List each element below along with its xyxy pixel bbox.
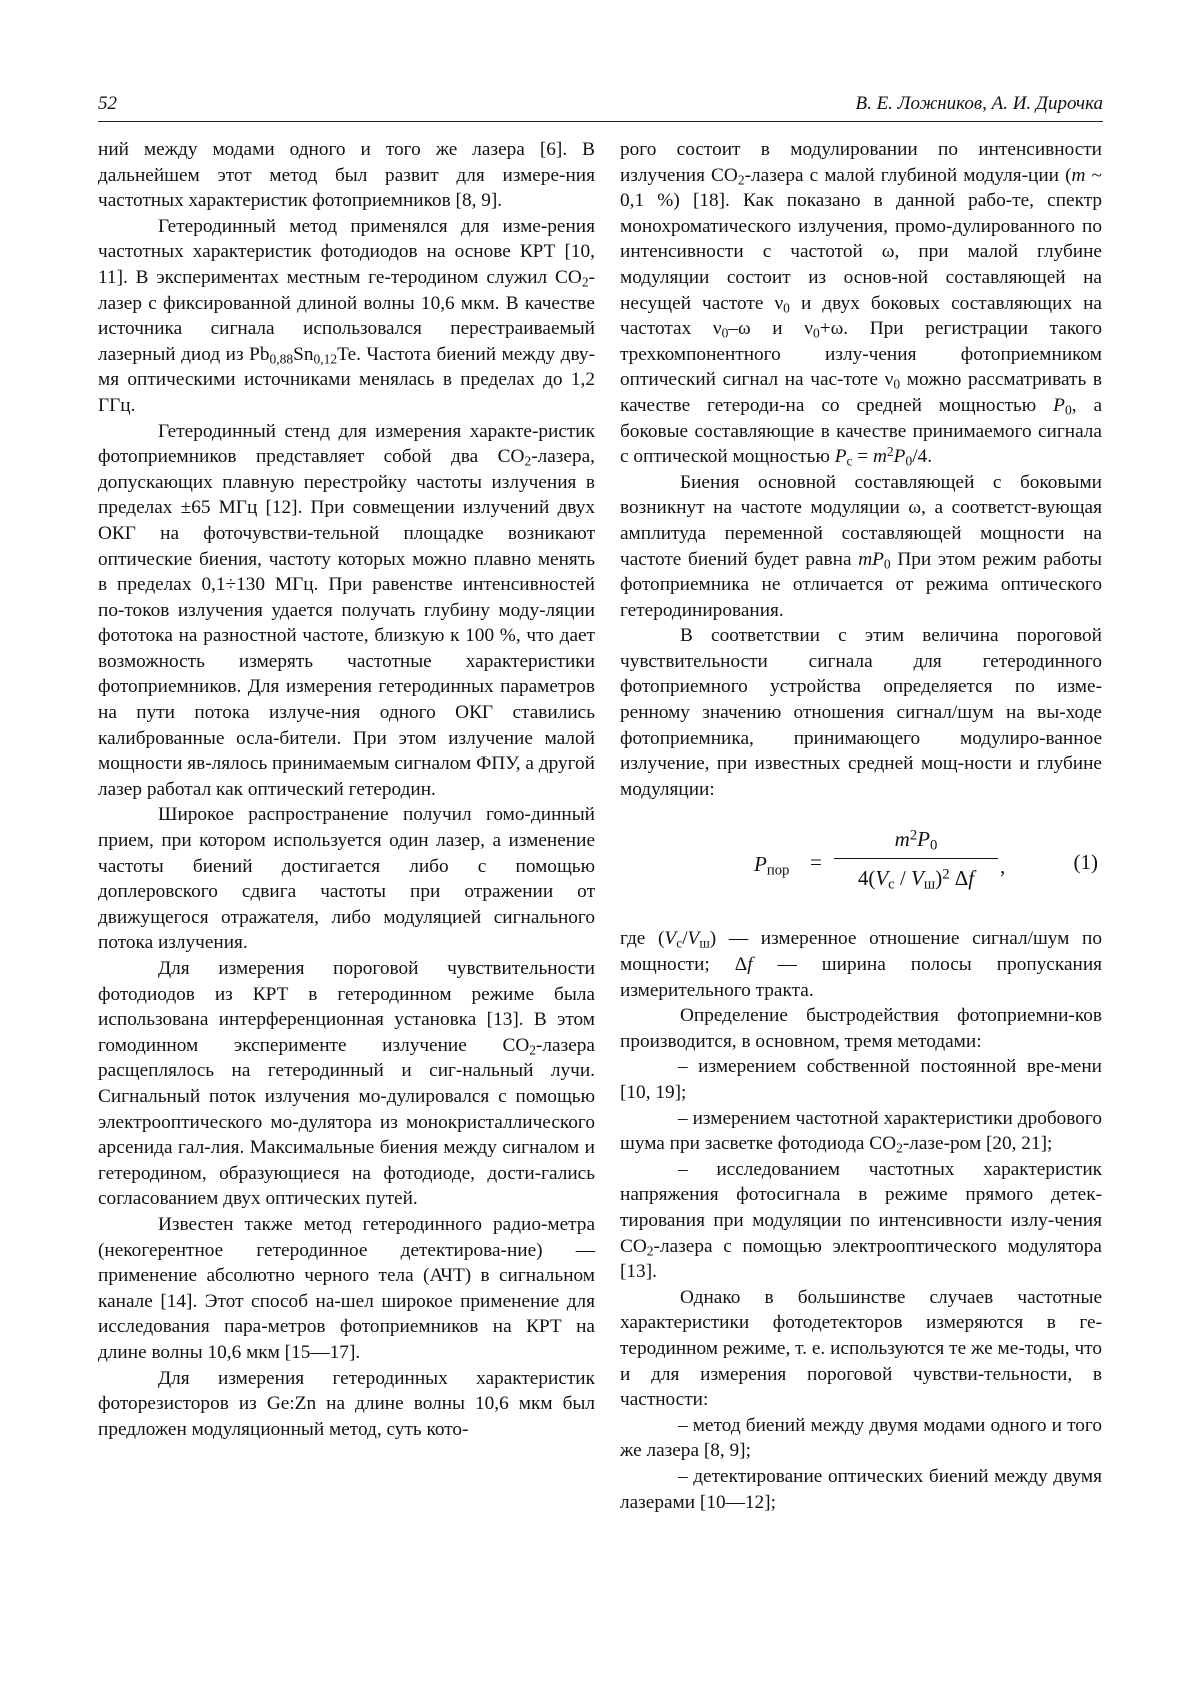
- paragraph: ний между модами одного и того же лазера [6]. В дальнейшем этот метод был развит для измере-ния частотных характеристик фотоприемников [8, 9].: [98, 139, 595, 212]
- list-item: – метод биений между двумя модами одного и того же лазера [8, 9];: [620, 1414, 1102, 1462]
- paragraph: Биения основной составляющей с боковыми возникнут на частоте модуляции ω, а соответст-вующая амплитуда переменной составляющей мощности на частоте биений будет равна $mP_0$ При этом режим работы фотоприемника не отличается от режима оптического гетеродинирования.: [620, 471, 1102, 621]
- formula-lhs: $P_{пор}$: [754, 852, 790, 880]
- paragraph: Гетеродинный стенд для измерения характе-ристик фотоприемников представляет собой два $CO_2$-лазера, допускающих плавную перестройку частоты излучения в пределах ±65 МГц [12]. При совмещении излучений двух ОКГ на фоточувстви-тельной площадке возникают оптические биения, частоту которых можно плавно менять в пределах 0,1÷130 МГц. При равенстве интенсивностей по-токов излучения удается получать глубину моду-ляции фототока на разностной частоте, близкую к 100 %, что дает возможность измерять частотные характеристики фотоприемников. Для измерения гетеродинных параметров на пути потока излуче-ния одного ОКГ ставились калиброванные осла-бители. При этом излучение малой мощности яв-лялось принимаемым сигналом ФПУ, а другой лазер работал как оптический гетеродин.: [98, 420, 595, 800]
- paragraph: где $(V_с/V_ш)$ — измеренное отношение сигнал/шум по мощности; Δf — ширина полосы пропускания измерительного тракта.: [620, 928, 1103, 1001]
- list-item: – измерением собственной постоянной вре-мени [10, 19];: [620, 1056, 1102, 1103]
- paragraph: рого состоит в модулировании по интенсивности излучения $CO_2$-лазера с малой глубиной модуля-ции (m ~ 0,1 %) [18]. Как показано в данной рабо-те, спектр монохроматического излучения, промо-дулированного по интенсивности с частотой ω, при малой глубине модуляции состоит из основ-ной составляющей на несущей частоте $\nu_0$ и двух боковых составляющих на частотах $\nu_0-\omega$ и $\nu_0+\omega$. При регистрации такого трехкомпонентного излу-чения фотоприемником оптический сигнал на час-тоте $\nu_0$ можно рассматривать в качестве гетероди-на со средней мощностью $P_0$, а боковые составляющие в качестве принимаемого сигнала с оптической мощностью $P_c = m^2P_0/4$.: [620, 139, 1102, 469]
- list-item: – детектирование оптических биений между двумя лазерами [10—12];: [620, 1465, 1102, 1513]
- formula-fraction: [834, 822, 998, 895]
- formula-numerator: $m^2P_0$: [894, 827, 938, 855]
- equation-number: (1): [1073, 850, 1098, 875]
- list-item: – измерением частотной характеристики дробового шума при засветке фотодиода $CO_2-лазе$-ром [20, 21];: [620, 1107, 1102, 1156]
- fraction-bar: [834, 858, 998, 859]
- running-authors: В. Е. Ложников, А. И. Дирочка: [855, 93, 1103, 114]
- list-item: – исследованием частотных характеристик напряжения фотосигнала в режиме прямого детек-тирования при модуляции по интенсивности излу-чения $CO_2$-лазера с помощью электрооптического модулятора [13].: [620, 1158, 1102, 1283]
- left-column: [98, 137, 595, 1442]
- equation-1: $P_{пор}$ = $m^2P_0$ $4(V_с / V_ш)^2$ Δf , (1): [620, 822, 1102, 920]
- paragraph: Для измерения гетеродинных характеристик фоторезисторов из Ge:Zn на длине волны 10,6 мкм был предложен модуляционный метод, суть кото-: [98, 1367, 595, 1440]
- paragraph: Для измерения пороговой чувствительности фотодиодов из КРТ в гетеродинном режиме была использована интерференционная установка [13]. В этом гомодинном эксперименте излучение $CO_2$-лазера расщеплялось на гетеродинный и сиг-нальный лучи. Сигнальный поток излучения мо-дулировался с помощью электрооптического мо-дулятора из монокристаллического арсенида гал-лия. Максимальные биения между сигналом и гетеродином, образующиеся на фотодиоде, дости-гались согласованием двух оптических путей.: [98, 958, 595, 1210]
- paragraph: Определение быстродействия фотоприемни-ков производится, в основном, тремя методами:: [620, 1005, 1102, 1052]
- page-number: 52: [98, 93, 117, 114]
- running-header: [98, 91, 1103, 122]
- paragraph: Широкое распространение получил гомо-динный прием, при котором используется один лазер, а изменение частоты биений достигается либо с помощью доплеровского сдвига частоты при отражении от движущегося отражателя, либо модуляцией сигнального потока излучения.: [98, 804, 595, 954]
- paragraph: Однако в большинстве случаев частотные характеристики фотодетекторов измеряются в ге-теродинном режиме, т. е. используются те же ме-тоды, что и для измерения пороговой чувстви-тельности, в частности:: [620, 1286, 1102, 1411]
- paragraph: Известен также метод гетеродинного радио-метра (некогерентное гетеродинное детектирова-ние) — применение абсолютно черного тела (АЧТ) в сигнальном канале [14]. Этот способ на-шел широкое применение для исследования пара-метров фотоприемников на КРТ на длине волны 10,6 мкм [15—17].: [98, 1213, 595, 1363]
- paragraph: В соответствии с этим величина пороговой чувствительности сигнала для гетеродинного фотоприемного устройства определяется по изме-ренному значению отношения сигнал/шум на вы-ходе фотоприемника, принимающего модулиро-ванное излучение, при известных средней мощ-ности и глубине модуляции:: [620, 625, 1102, 800]
- right-column: [620, 137, 1102, 1515]
- paragraph: Гетеродинный метод применялся для изме-рения частотных характеристик фотодиодов на основе КРТ [10, 11]. В экспериментах местным ге-теродином служил $CO_2$-лазер с фиксированной длиной волны 10,6 мкм. В качестве источника сигнала использовался перестраиваемый лазерный диод из $Pb_{0,88}Sn_{0,12}Te$. Частота биений между дву-мя оптическими источниками менялась в пределах до 1,2 ГГц.: [98, 215, 595, 416]
- formula-denominator: $4(V_с / V_ш)^2$ Δf: [857, 866, 975, 894]
- formula-equals: =: [810, 850, 822, 875]
